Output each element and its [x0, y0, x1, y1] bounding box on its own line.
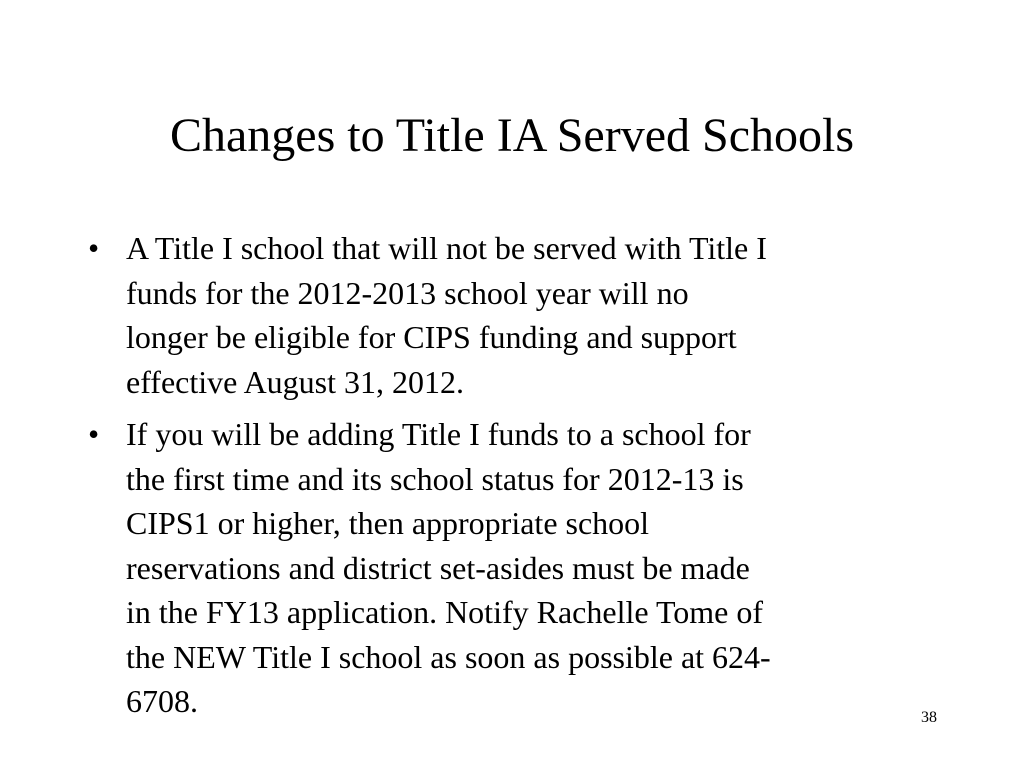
- bullet-text-line: the first time and its school status for 2012-13 is: [126, 460, 744, 497]
- bullet-text-line: the NEW Title I school as soon as possible at 624-: [126, 638, 771, 675]
- bullet-text-line: A Title I school that will not be served with Title I: [126, 230, 767, 266]
- bullet-text-line: 6708.: [126, 683, 198, 719]
- bullet-item: [88, 412, 948, 724]
- bullet-text-line: If you will be adding Title I funds to a school for: [126, 416, 751, 452]
- bullet-list: [88, 226, 948, 732]
- bullet-text-line: reservations and district set-asides must be made: [126, 549, 750, 586]
- bullet-item: [88, 226, 948, 404]
- bullet-text-line: funds for the 2012-2013 school year will no: [126, 274, 689, 311]
- bullet-text-line: in the FY13 application. Notify Rachelle Tome of: [126, 594, 764, 630]
- bullet-marker: •: [88, 416, 100, 452]
- bullet-marker: •: [88, 230, 100, 266]
- slide-number: 38: [921, 709, 937, 726]
- bullet-text-line: effective August 31, 2012.: [126, 363, 465, 400]
- bullet-text-line: longer be eligible for CIPS funding and support: [126, 319, 737, 355]
- bullet-text-line: CIPS1 or higher, then appropriate school: [126, 505, 650, 541]
- slide-title: Changes to Title IA Served Schools: [169, 109, 855, 162]
